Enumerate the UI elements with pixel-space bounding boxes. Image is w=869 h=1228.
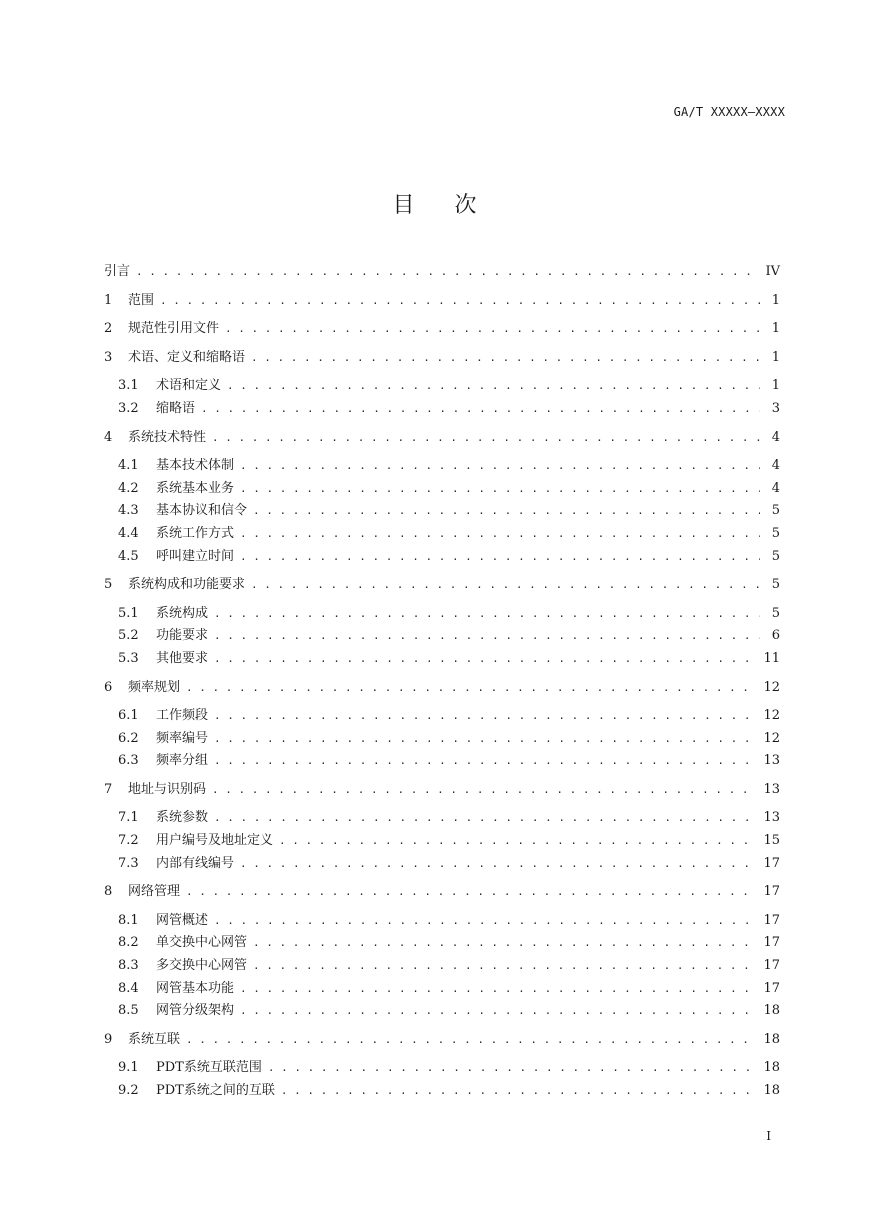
toc-entry[interactable] — [104, 625, 780, 648]
toc-entry-number: 5.3 — [118, 650, 139, 666]
dot-leader — [240, 978, 757, 1001]
dot-leader — [136, 261, 759, 284]
dot-leader — [227, 375, 760, 398]
toc-entry-page: 17 — [763, 912, 780, 928]
dot-leader — [253, 932, 757, 955]
toc-entry-label: 多交换中心网管 — [156, 958, 248, 974]
toc-entry-label: 系统技术特性 — [128, 429, 207, 445]
toc-entry-page: 18 — [763, 1003, 780, 1019]
dot-leader — [214, 807, 757, 830]
toc-entry[interactable] — [104, 648, 780, 671]
dot-leader — [240, 1000, 757, 1023]
dot-leader — [186, 677, 757, 700]
dot-leader — [214, 728, 757, 751]
dot-leader — [214, 648, 757, 671]
toc-entry-label: 内部有线编号 — [156, 855, 235, 871]
dot-leader — [240, 523, 760, 546]
toc-entry[interactable] — [104, 347, 780, 370]
toc-entry-page: 18 — [763, 1031, 780, 1047]
toc-entry[interactable] — [104, 779, 780, 802]
dot-leader — [212, 779, 757, 802]
toc-entry-number: 2 — [104, 321, 113, 337]
dot-leader — [201, 398, 760, 421]
dot-leader — [251, 347, 760, 370]
toc-entry[interactable] — [104, 603, 780, 626]
toc-entry[interactable] — [104, 546, 780, 569]
toc-entry-label: 系统工作方式 — [156, 525, 235, 541]
page-title: 目次 — [392, 193, 517, 218]
toc-entry-number: 8.2 — [118, 935, 139, 951]
page-number: I — [766, 1129, 771, 1143]
dot-leader — [253, 500, 760, 523]
toc-entry-label: 工作频段 — [156, 708, 209, 724]
toc-entry-number: 7.2 — [118, 833, 139, 849]
toc-entry-page: 12 — [763, 708, 780, 724]
toc-entry-number: 6.1 — [118, 708, 139, 724]
dot-leader — [279, 830, 757, 853]
toc-entry-page: 18 — [763, 1060, 780, 1076]
toc-entry-label: 频率分组 — [156, 753, 209, 769]
toc-entry-page: 13 — [763, 810, 780, 826]
dot-leader — [214, 910, 757, 933]
toc-entry-number: 6.3 — [118, 753, 139, 769]
toc-entry-page: 5 — [771, 577, 780, 593]
dot-leader — [240, 455, 760, 478]
toc-entry-page: 12 — [763, 730, 780, 746]
toc-entry[interactable] — [104, 932, 780, 955]
toc-entry-number: 7.1 — [118, 810, 139, 826]
toc-entry-number: 4 — [104, 429, 113, 445]
dot-leader — [214, 603, 760, 626]
toc-entry-number: 8 — [104, 884, 113, 900]
toc-entry[interactable] — [104, 1000, 780, 1023]
toc-entry[interactable] — [104, 705, 780, 728]
toc-entry-label: 网管分级架构 — [156, 1003, 235, 1019]
toc-entry-page: 12 — [763, 679, 780, 695]
toc-entry-page: 15 — [763, 833, 780, 849]
toc-entry-page: 11 — [763, 650, 780, 666]
toc-entry[interactable] — [104, 955, 780, 978]
toc-entry-label: 呼叫建立时间 — [156, 548, 235, 564]
dot-leader — [281, 1080, 758, 1103]
toc-entry[interactable] — [104, 398, 780, 421]
toc-entry-label: 地址与识别码 — [128, 781, 207, 797]
toc-entry-number: 8.5 — [118, 1003, 139, 1019]
toc-entry-number: 5 — [104, 577, 113, 593]
toc-entry[interactable] — [104, 261, 780, 284]
toc-entry[interactable] — [104, 478, 780, 501]
toc-entry-page: 1 — [771, 321, 780, 337]
toc-entry-label: 单交换中心网管 — [156, 935, 248, 951]
toc-entry-label: 范围 — [128, 292, 155, 308]
dot-leader — [240, 478, 760, 501]
toc-entry-number: 3 — [104, 349, 113, 365]
toc-entry-page: 3 — [771, 400, 780, 416]
toc-entry-number: 8.3 — [118, 958, 139, 974]
toc-entry-page: 5 — [771, 605, 780, 621]
toc-entry-page: 1 — [771, 292, 780, 308]
toc-entry-label: 系统基本业务 — [156, 480, 235, 496]
dot-leader — [251, 574, 760, 597]
toc-entry[interactable] — [104, 1057, 780, 1080]
dot-leader — [186, 881, 757, 904]
toc-entry[interactable] — [104, 1029, 780, 1052]
toc-entry-label: 系统构成 — [156, 605, 209, 621]
toc-entry-number: 9.2 — [118, 1083, 139, 1098]
toc-entry[interactable] — [104, 830, 780, 853]
toc-entry[interactable] — [104, 853, 780, 876]
toc-entry[interactable] — [104, 290, 780, 313]
toc-entry-page: IV — [765, 264, 780, 279]
toc-entry-label: 基本协议和信令 — [156, 503, 248, 519]
dot-leader — [268, 1057, 758, 1080]
toc-entry-number: 3.1 — [118, 378, 139, 394]
document-code: GA/T XXXXX—XXXX — [673, 105, 785, 119]
toc-entry-label: 缩略语 — [156, 400, 196, 416]
toc-entry-label: 基本技术体制 — [156, 458, 235, 474]
toc-entry-page: 13 — [763, 753, 780, 769]
toc-entry[interactable] — [104, 750, 780, 773]
toc-entry-page: 5 — [771, 525, 780, 541]
toc-entry-page: 5 — [771, 503, 780, 519]
dot-leader — [214, 705, 757, 728]
toc-entry-label: 网管基本功能 — [156, 980, 235, 996]
toc-entry-label: 用户编号及地址定义 — [156, 833, 274, 849]
toc-entry-number: 4.5 — [118, 548, 139, 564]
toc-entry-page: 17 — [763, 958, 780, 974]
toc-entry-page: 5 — [771, 548, 780, 564]
toc-entry-number: 4.2 — [118, 480, 139, 496]
toc-entry-label: 术语和定义 — [156, 378, 222, 394]
toc-entry-label: 网络管理 — [128, 884, 181, 900]
toc-entry-label: 功能要求 — [156, 628, 209, 644]
dot-leader — [253, 955, 757, 978]
toc-entry-page: 13 — [763, 781, 780, 797]
toc-entry-page: 17 — [763, 855, 780, 871]
toc-entry-label: 其他要求 — [156, 650, 209, 666]
toc-entry-label: PDT系统之间的互联 — [156, 1083, 275, 1098]
toc-entry-label: 系统互联 — [128, 1031, 181, 1047]
toc-entry-number: 9 — [104, 1031, 113, 1047]
toc-entry-number: 9.1 — [118, 1060, 139, 1076]
toc-entry[interactable] — [104, 318, 780, 341]
toc-entry[interactable] — [104, 881, 780, 904]
dot-leader — [240, 546, 760, 569]
dot-leader — [186, 1029, 757, 1052]
toc-entry-page: 17 — [763, 980, 780, 996]
toc-entry-number: 3.2 — [118, 400, 139, 416]
dot-leader — [240, 853, 757, 876]
toc-entry-label: 系统构成和功能要求 — [128, 577, 246, 593]
toc-entry-number: 4.3 — [118, 503, 139, 519]
toc-entry[interactable] — [104, 375, 780, 398]
toc-entry[interactable] — [104, 728, 780, 751]
toc-entry-page: 1 — [771, 349, 780, 365]
toc-entry-label: 频率规划 — [128, 679, 181, 695]
toc-entry-label: 规范性引用文件 — [128, 321, 220, 337]
toc-entry-page: 6 — [771, 628, 780, 644]
toc-entry-label: 系统参数 — [156, 810, 209, 826]
toc-entry-number: 8.1 — [118, 912, 139, 928]
toc-entry-page: 1 — [771, 378, 780, 394]
toc-entry[interactable] — [104, 500, 780, 523]
toc-entry-label: 术语、定义和缩略语 — [128, 349, 246, 365]
toc-entry[interactable] — [104, 1080, 780, 1103]
toc-entry-page: 4 — [771, 458, 780, 474]
toc-entry-number: 4.1 — [118, 458, 139, 474]
toc-entry-page: 18 — [763, 1083, 780, 1098]
toc-entry-page: 4 — [771, 480, 780, 496]
toc-entry-number: 5.1 — [118, 605, 139, 621]
table-of-contents — [104, 261, 780, 1103]
toc-entry-page: 17 — [763, 935, 780, 951]
toc-entry-number: 1 — [104, 292, 113, 308]
toc-entry[interactable] — [104, 910, 780, 933]
toc-entry[interactable] — [104, 978, 780, 1001]
toc-entry[interactable] — [104, 574, 780, 597]
toc-entry-label: 引言 — [104, 264, 131, 279]
toc-entry-label: 网管概述 — [156, 912, 209, 928]
dot-leader — [214, 625, 760, 648]
toc-entry[interactable] — [104, 455, 780, 478]
toc-entry-page: 17 — [763, 884, 780, 900]
dot-leader — [214, 750, 757, 773]
toc-entry-number: 7 — [104, 781, 113, 797]
toc-entry-number: 6.2 — [118, 730, 139, 746]
toc-entry-number: 6 — [104, 679, 113, 695]
toc-entry-number: 4.4 — [118, 525, 139, 541]
toc-entry-page: 4 — [771, 429, 780, 445]
dot-leader — [225, 318, 760, 341]
toc-entry-number: 8.4 — [118, 980, 139, 996]
toc-entry[interactable] — [104, 677, 780, 700]
toc-entry-label: PDT系统互联范围 — [156, 1060, 262, 1076]
toc-entry-number: 7.3 — [118, 855, 139, 871]
toc-entry[interactable] — [104, 523, 780, 546]
toc-entry-number: 5.2 — [118, 628, 139, 644]
dot-leader — [160, 290, 760, 313]
dot-leader — [212, 427, 760, 450]
toc-entry-label: 频率编号 — [156, 730, 209, 746]
toc-entry[interactable] — [104, 807, 780, 830]
toc-entry[interactable] — [104, 427, 780, 450]
